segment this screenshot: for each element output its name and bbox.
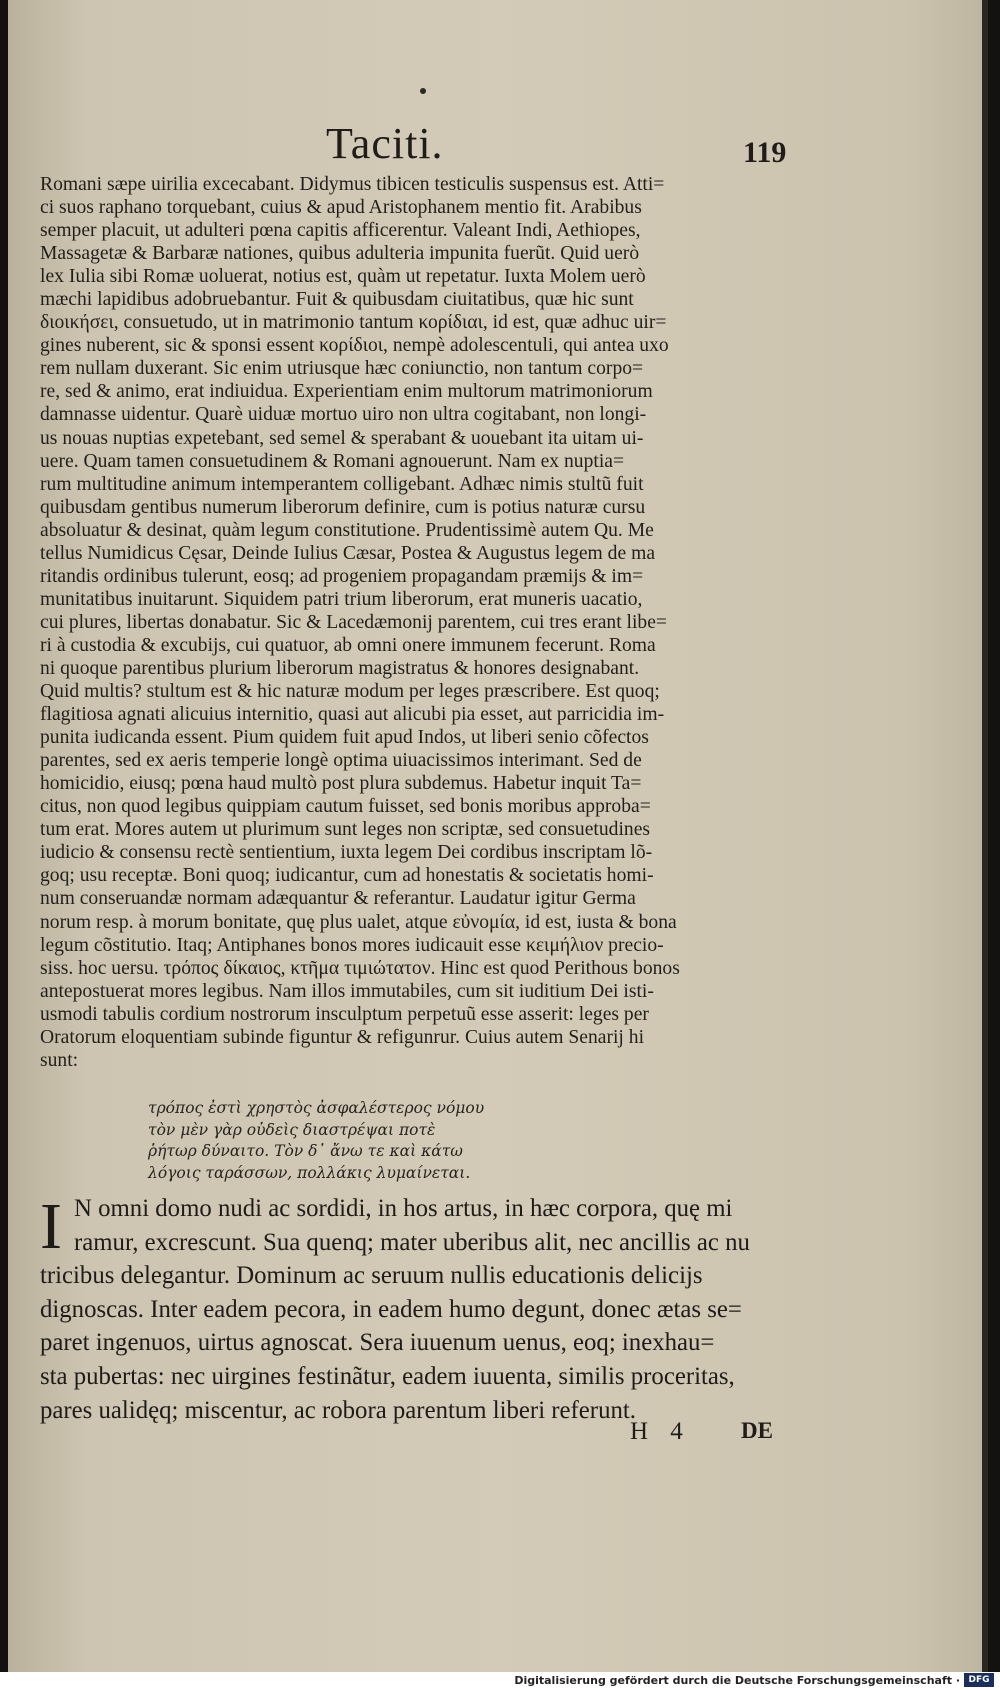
ink-dot	[420, 88, 426, 94]
commentary-line: Massagetæ & Barbaræ nationes, quibus adulteria impunita fuerũt. Quid uerò	[40, 243, 640, 265]
greek-verse	[148, 1098, 484, 1184]
commentary-line: tellus Numidicus Cęsar, Deinde Iulius Cæsar, Postea & Augustus legem de ma	[40, 542, 656, 564]
commentary-line: iudicio & consensu rectè sentientium, iuxta legem Dei cordibus inscriptam lõ-	[40, 842, 653, 864]
main-text-line: ramur, excrescunt. Sua quenq; mater uberibus alit, nec ancillis ac nu	[74, 1228, 750, 1256]
commentary-text	[40, 173, 790, 1072]
commentary-line: num conseruandæ normam adæquantur & referantur. Laudatur igitur Germa	[40, 888, 636, 910]
commentary-line: punita iudicanda essent. Pium quidem fuit apud Indos, ut liberi senio cõfectos	[40, 727, 649, 749]
dfg-logo-icon: DFG	[964, 1673, 994, 1687]
commentary-line: ri à custodia & excubijs, cui quatuor, ab omni onere immunem fecerunt. Roma	[40, 634, 656, 656]
commentary-line: Quid multis? stultum est & hic naturæ modum per leges præscribere. Est quoq;	[40, 681, 660, 703]
commentary-line: antepostuerat mores legibus. Nam illos immutabiles, cum sit iuditium Dei isti-	[40, 980, 654, 1002]
commentary-line: semper placuit, ut adulteri pœna capitis afficerentur. Valeant Indi, Aethiopes,	[40, 220, 641, 242]
commentary-line: lex Iulia sibi Romæ uoluerat, notius est, quàm ut repetatur. Iuxta Molem uerò	[40, 266, 646, 288]
commentary-line: ni quoque parentibus plurium liberorum magistratus & honores designabant.	[40, 657, 640, 679]
commentary-line: siss. hoc uersu. τρόπος δίκαιος, κτῆμα τιμιώτατον. Hinc est quod Perithous bonos	[40, 957, 680, 979]
signature-mark: H 4	[630, 1418, 691, 1445]
commentary-line: absoluatur & desinat, quàm legum constitutione. Prudentissimè autem Qu. Me	[40, 519, 654, 541]
commentary-line: Oratorum eloquentiam subinde figuntur & refigunrur. Cuius autem Senarij hi	[40, 1026, 645, 1048]
verse-line: λόγοις ταράσσων, πολλάκις λυμαίνεται.	[148, 1163, 471, 1182]
commentary-line: homicidio, eiusq; pœna haud multò post plura subdemus. Habetur inquit Ta=	[40, 773, 642, 795]
running-head: Taciti.	[326, 119, 444, 168]
commentary-line: flagitiosa agnati alicuius internitio, quasi aut alicubi pia esset, aut parricidia im-	[40, 704, 665, 726]
main-text	[40, 1192, 800, 1427]
main-text-line: tricibus delegantur. Dominum ac seruum nullis educationis delicijs	[40, 1262, 703, 1290]
commentary-line: usmodi tabulis cordium nostrorum insculptum perpetuũ esse asserit: leges per	[40, 1003, 649, 1025]
commentary-line: rem nullam duxerant. Sic enim utriusque hæc coniunctio, non tantum corpo=	[40, 358, 644, 380]
page-edge	[982, 0, 988, 1672]
commentary-line: damnasse uidentur. Quarè uiduæ mortuo uiro non ultra cogitabant, non longi-	[40, 404, 647, 426]
commentary-line: sunt:	[40, 1049, 79, 1071]
verse-line: τὸν μὲν γὰρ οὐδεὶς διαστρέψαι ποτὲ	[148, 1120, 436, 1139]
book-page	[8, 0, 986, 1672]
page-number: 119	[743, 136, 787, 169]
verse-line: ῥήτωρ δύναιτο. Τὸν δ᾽ ἄνω τε καὶ κάτω	[148, 1142, 463, 1160]
commentary-line: parentes, sed ex aeris temperie longè optima uiuacissimos interimant. Sed de	[40, 750, 642, 772]
commentary-line: Romani sæpe uirilia excecabant. Didymus tibicen testiculis suspensus est. Atti=	[40, 174, 665, 195]
commentary-line: legum cõstitutio. Itaq; Antiphanes bonos mores iudicauit esse κειμήλιον precio-	[40, 934, 664, 956]
main-text-line: N omni domo nudi ac sordidi, in hos artus, in hæc corpora, quę mi	[74, 1195, 733, 1222]
commentary-line: norum resp. à morum bonitate, quę plus ualet, atque εὐνομία, id est, iusta & bona	[40, 911, 677, 933]
commentary-line: gines nuberent, sic & sponsi essent κορίδιοι, nempè adolescentuli, qui antea uxo	[40, 335, 669, 357]
commentary-line: us nouas nuptias expetebant, sed semel & sperabant & uouebant ita uitam ui-	[40, 427, 644, 449]
main-text-line: dignoscas. Inter eadem pecora, in eadem humo degunt, donec ætas se=	[40, 1295, 742, 1323]
commentary-line: cui plures, libertas donabatur. Sic & Lacedæmonij parentem, cui tres erant libe=	[40, 611, 667, 633]
commentary-line: citus, non quod legibus quippiam cautum fuisset, sed bonis moribus approba=	[40, 796, 651, 818]
commentary-line: re, sed & animo, erat indiuidua. Experientiam enim multorum matrimoniorum	[40, 381, 653, 403]
main-text-line: paret ingenuos, uirtus agnoscat. Sera iuuenum uenus, eoq; inexhau=	[40, 1329, 715, 1357]
commentary-line: tum erat. Mores autem ut plurimum sunt leges non scriptæ, sed consuetudines	[40, 819, 651, 841]
verse-line: τρόπος ἐστὶ χρηστὸς ἀσφαλέστερος νόμου	[148, 1099, 485, 1117]
commentary-line: rum multitudine animum intemperantem colligebant. Adhæc nimis stultũ fuit	[40, 473, 644, 495]
commentary-line: ritandis ordinibus tulerunt, eosq; ad progeniem propagandam præmijs & im=	[40, 565, 644, 587]
commentary-line: mæchi lapidibus adobruebantur. Fuit & quibusdam ciuitatibus, quæ hic sunt	[40, 289, 634, 311]
commentary-line: munitatibus inuitarunt. Siquidem patri trium liberorum, erat muneris uacatio,	[40, 588, 643, 610]
catchword: DE	[741, 1418, 773, 1443]
main-text-line: sta pubertas: nec uirgines festinãtur, eadem iuuenta, similis proceritas,	[40, 1362, 735, 1390]
commentary-line: ci suos raphano torquebant, cuius & apud Aristophanem mentio fit. Arabibus	[40, 197, 642, 219]
drop-cap: I	[40, 1190, 62, 1263]
commentary-line: quibusdam gentibus numerum liberorum definire, cum is potius naturæ cursu	[40, 496, 646, 518]
commentary-line: goq; usu receptæ. Boni quoq; iudicantur, cum ad honestatis & societatis homi-	[40, 865, 654, 887]
commentary-line: uere. Quam tamen consuetudinem & Romani agnouerunt. Nam ex nuptia=	[40, 450, 625, 472]
footer-credit: Digitalisierung gefördert durch die Deutsche Forschungsgemeinschaft ·	[514, 1674, 960, 1687]
main-text-line: pares ualidęq; miscentur, ac robora parentum liberi referunt.	[40, 1396, 636, 1424]
commentary-line: διοικήσει, consuetudo, ut in matrimonio tantum κορίδιαι, id est, quæ adhuc uir=	[40, 312, 667, 334]
